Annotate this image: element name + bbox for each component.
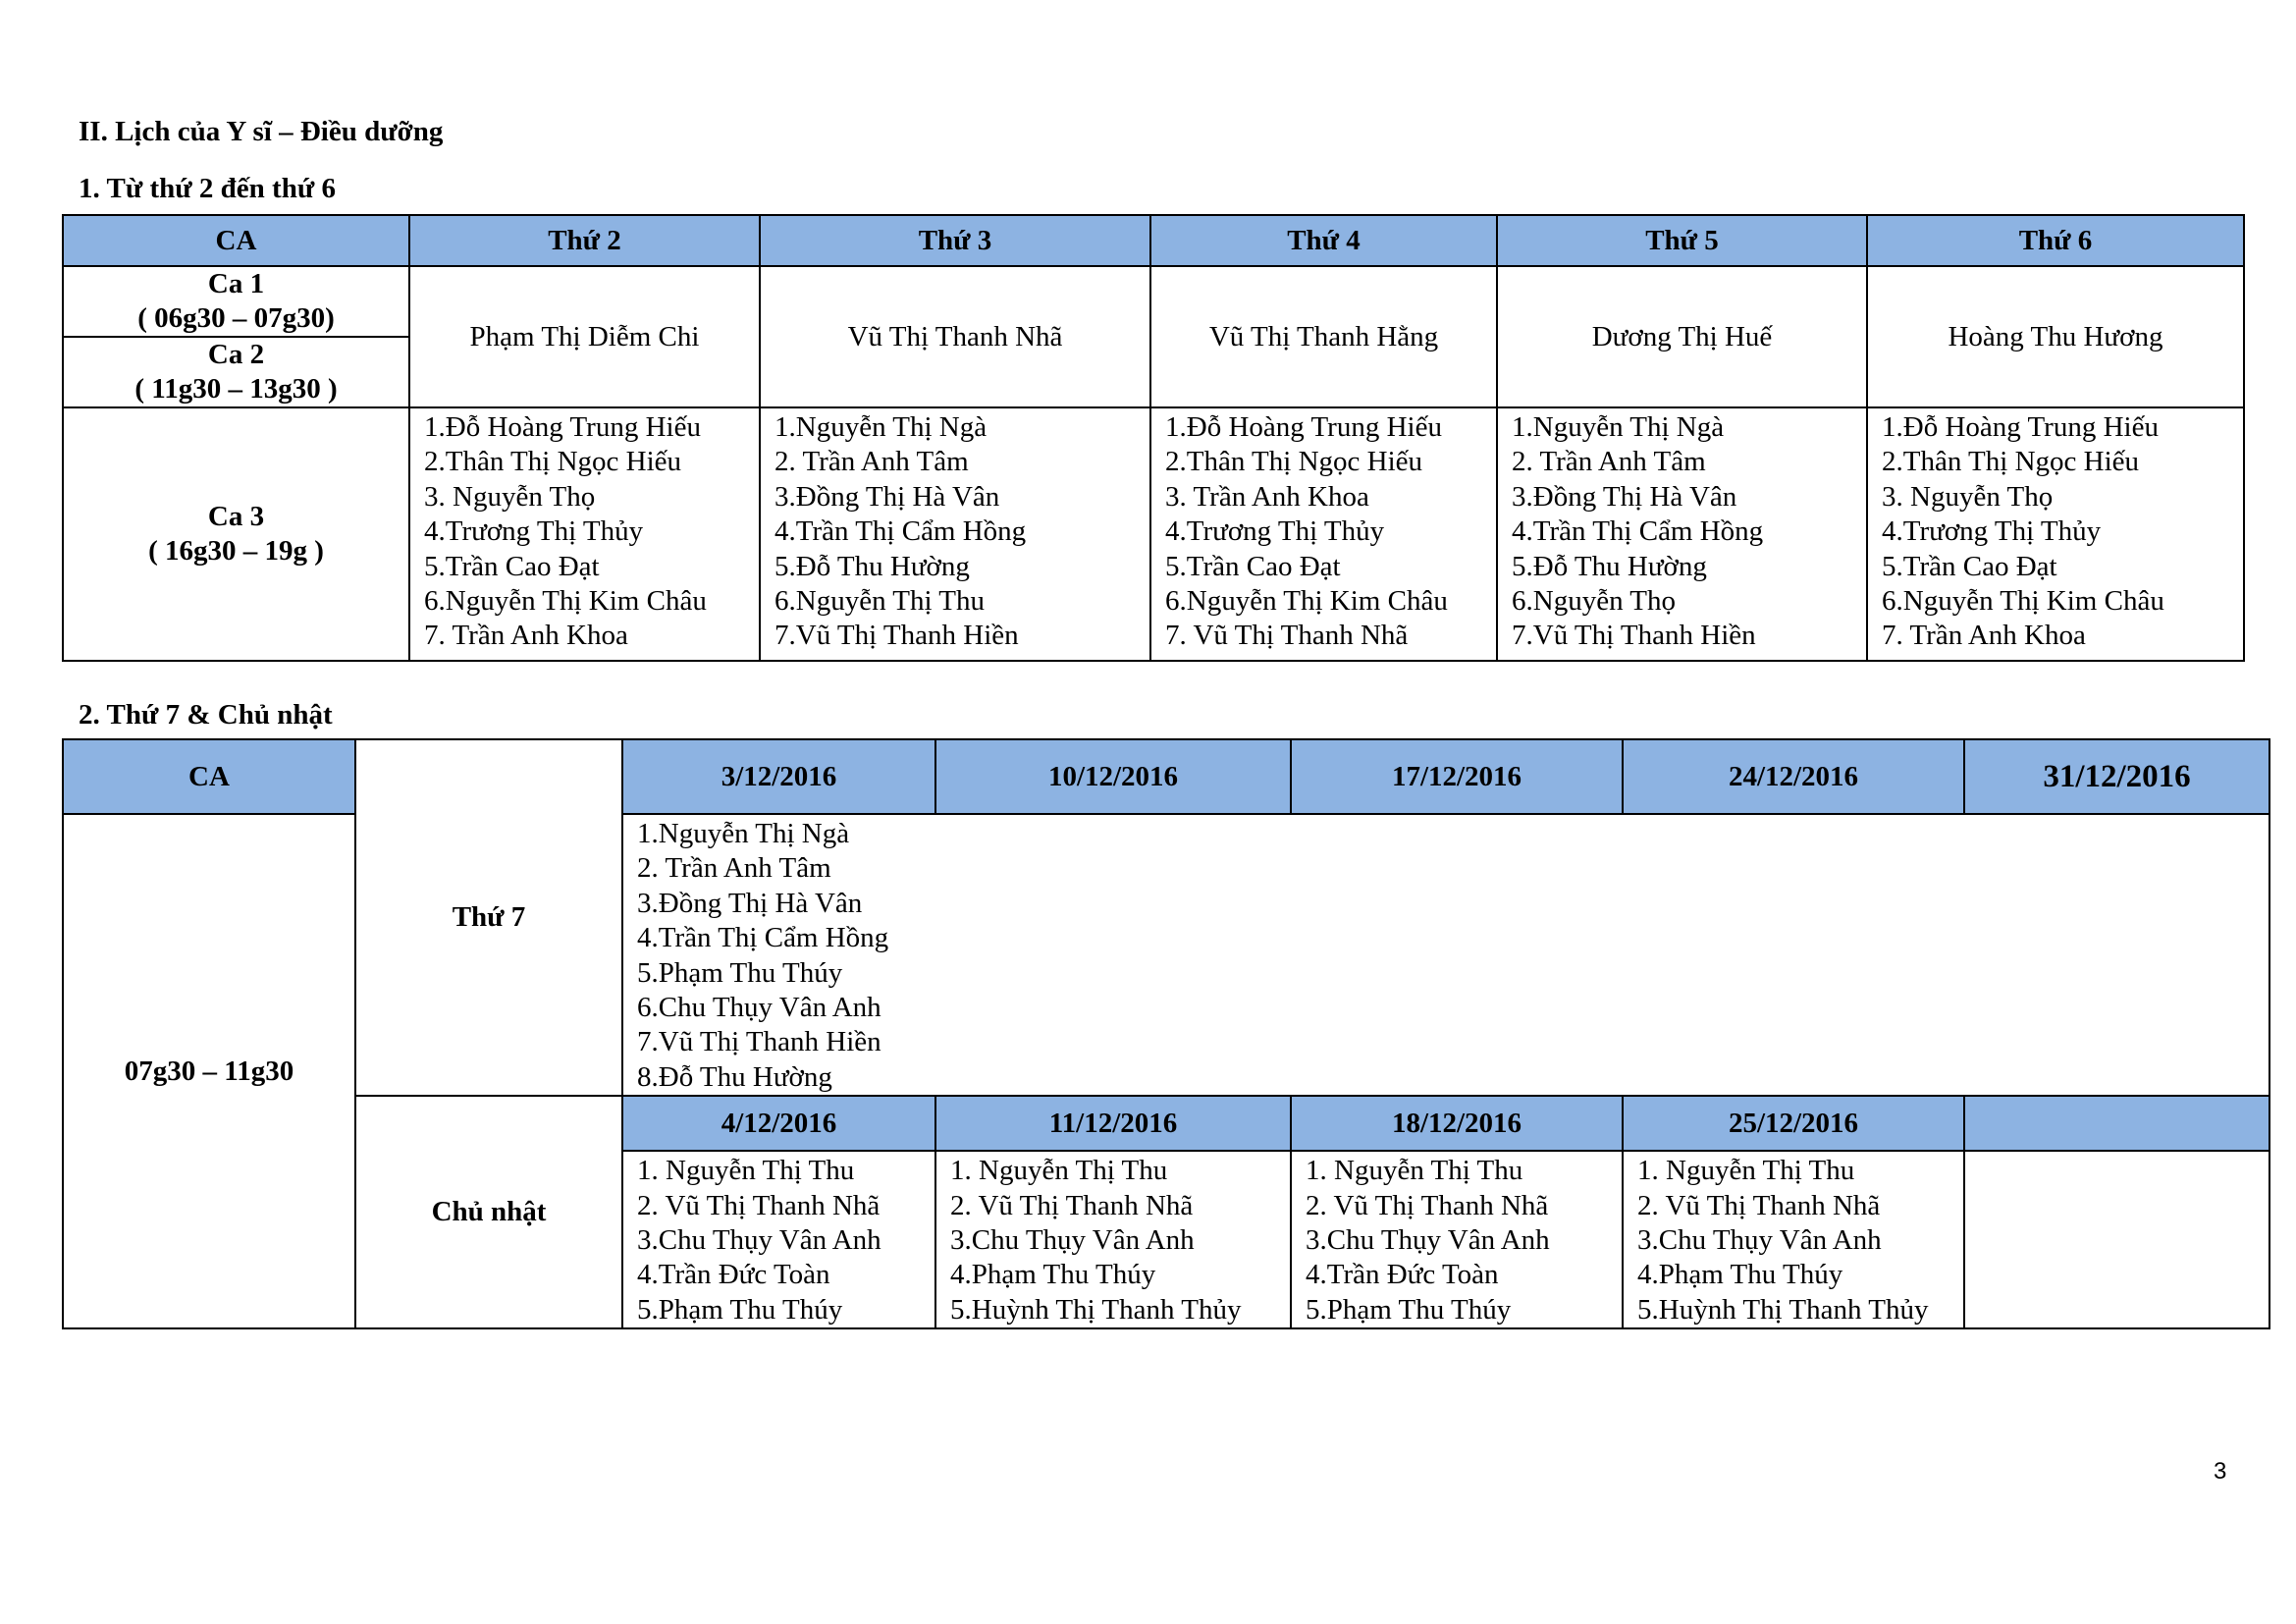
ca3-time: ( 16g30 – 19g )	[148, 535, 324, 567]
list-item: 6.Chu Thụy Vân Anh	[637, 992, 881, 1024]
ca1-name: Ca 1	[207, 268, 265, 299]
list-item: 1. Nguyễn Thị Thu	[1306, 1155, 1523, 1187]
list-item: 2. Vũ Thị Thanh Nhã	[1637, 1189, 1881, 1221]
list-item: 5.Phạm Thu Thúy	[1306, 1293, 1512, 1326]
header-thu5: Thứ 5	[1497, 215, 1867, 266]
ca3-thu2-staff	[409, 407, 760, 661]
list-item: 3.Đồng Thị Hà Vân	[1512, 480, 1737, 513]
list-item: 2. Trần Anh Tâm	[1512, 446, 1706, 478]
sunday-date: 11/12/2016	[935, 1096, 1291, 1151]
list-item: 6.Nguyễn Thị Kim Châu	[424, 585, 707, 618]
list-item: 5.Trần Cao Đạt	[1165, 550, 1341, 582]
header-thu3: Thứ 3	[760, 215, 1150, 266]
list-item: 5.Huỳnh Thị Thanh Thủy	[950, 1293, 1242, 1326]
sunday-date: 4/12/2016	[622, 1096, 935, 1151]
ca12-thu2-staff: Phạm Thị Diễm Chi	[409, 266, 760, 407]
list-item: 1.Nguyễn Thị Ngà	[1512, 411, 1725, 443]
ca1-row	[63, 266, 2244, 337]
ca1-time: ( 06g30 – 07g30)	[137, 302, 335, 334]
ca12-thu3-staff: Vũ Thị Thanh Nhã	[760, 266, 1150, 407]
list-item: 3.Chu Thụy Vân Anh	[637, 1224, 881, 1257]
list-item: 4.Trần Thị Cẩm Hồng	[637, 922, 889, 954]
weekend-shift-time: 07g30 – 11g30	[63, 814, 355, 1328]
list-item: 1. Nguyễn Thị Thu	[950, 1155, 1168, 1187]
list-item: 5.Phạm Thu Thúy	[637, 956, 843, 989]
ca3-thu4-staff	[1150, 407, 1497, 661]
list-item: 6.Nguyễn Thọ	[1512, 585, 1677, 618]
list-item: 2. Trần Anh Tâm	[637, 852, 831, 885]
sunday-header-row	[63, 1096, 2269, 1151]
sunday-date: 25/12/2016	[1623, 1096, 1964, 1151]
list-item: 7. Trần Anh Khoa	[424, 620, 628, 652]
list-item: 6.Nguyễn Thị Thu	[774, 585, 986, 618]
list-item: 3.Chu Thụy Vân Anh	[1637, 1224, 1882, 1257]
list-item: 7. Trần Anh Khoa	[1882, 620, 2086, 652]
ca12-thu4-staff: Vũ Thị Thanh Hằng	[1150, 266, 1497, 407]
list-item: 1.Đỗ Hoàng Trung Hiếu	[424, 411, 701, 443]
ca2-name: Ca 2	[207, 339, 265, 370]
list-item: 3.Chu Thụy Vân Anh	[1306, 1224, 1550, 1257]
weekday-header-row	[63, 215, 2244, 266]
list-item: 7.Vũ Thị Thanh Hiền	[1512, 620, 1756, 652]
saturday-label: Thứ 7	[355, 739, 622, 1096]
ca2-time: ( 11g30 – 13g30 )	[134, 373, 338, 405]
list-item: 3. Nguyễn Thọ	[1882, 480, 2054, 513]
header-thu2: Thứ 2	[409, 215, 760, 266]
sunday-staff-empty	[1964, 1151, 2269, 1328]
list-item: 5.Đỗ Thu Hường	[1512, 550, 1707, 582]
list-item: 2. Vũ Thị Thanh Nhã	[950, 1189, 1194, 1221]
list-item: 5.Phạm Thu Thúy	[637, 1293, 843, 1326]
ca3-thu6-staff	[1867, 407, 2244, 661]
sunday-date: 18/12/2016	[1291, 1096, 1623, 1151]
weekend-header-ca: CA	[63, 739, 355, 814]
ca3-row	[63, 407, 2244, 661]
sunday-label: Chủ nhật	[355, 1096, 622, 1328]
list-item: 4.Trương Thị Thủy	[424, 515, 644, 548]
list-item: 1. Nguyễn Thị Thu	[637, 1155, 855, 1187]
sunday-staff	[1623, 1151, 1964, 1328]
ca3-name: Ca 3	[207, 501, 265, 532]
header-thu4: Thứ 4	[1150, 215, 1497, 266]
section1-title: 1. Từ thứ 2 đến thứ 6	[79, 173, 336, 204]
weekend-schedule-table	[62, 738, 2270, 1329]
section2-title: 2. Thứ 7 & Chủ nhật	[79, 699, 333, 731]
saturday-staff	[622, 814, 2269, 1096]
list-item: 1.Nguyễn Thị Ngà	[774, 411, 988, 443]
list-item: 7.Vũ Thị Thanh Hiền	[637, 1026, 881, 1058]
list-item: 5.Đỗ Thu Hường	[774, 550, 970, 582]
list-item: 5.Trần Cao Đạt	[424, 550, 600, 582]
list-item: 4.Phạm Thu Thúy	[950, 1259, 1156, 1291]
ca3-cell	[63, 407, 409, 661]
sunday-staff	[1291, 1151, 1623, 1328]
list-item: 3. Trần Anh Khoa	[1165, 480, 1369, 513]
list-item: 5.Huỳnh Thị Thanh Thủy	[1637, 1293, 1929, 1326]
ca2-cell	[63, 337, 409, 407]
ca3-thu3-staff	[760, 407, 1150, 661]
weekday-schedule-table	[62, 214, 2245, 662]
list-item: 4.Trần Đức Toàn	[1306, 1259, 1499, 1291]
list-item: 1.Đỗ Hoàng Trung Hiếu	[1882, 411, 2159, 443]
list-item: 4.Trương Thị Thủy	[1165, 515, 1385, 548]
page-heading: II. Lịch của Y sĩ – Điều dưỡng	[79, 116, 444, 147]
list-item: 2.Thân Thị Ngọc Hiếu	[1882, 446, 2140, 478]
list-item: 3.Đồng Thị Hà Vân	[637, 887, 863, 919]
ca1-cell	[63, 266, 409, 337]
list-item: 3.Đồng Thị Hà Vân	[774, 480, 1000, 513]
header-thu6: Thứ 6	[1867, 215, 2244, 266]
list-item: 2. Vũ Thị Thanh Nhã	[637, 1189, 881, 1221]
list-item: 2. Trần Anh Tâm	[774, 446, 969, 478]
list-item: 4.Phạm Thu Thúy	[1637, 1259, 1843, 1291]
page-number: 3	[2214, 1458, 2227, 1485]
ca3-thu5-staff	[1497, 407, 1867, 661]
list-item: 4.Trần Thị Cẩm Hồng	[1512, 515, 1764, 548]
list-item: 1.Đỗ Hoàng Trung Hiếu	[1165, 411, 1442, 443]
list-item: 6.Nguyễn Thị Kim Châu	[1165, 585, 1448, 618]
sunday-date-empty	[1964, 1096, 2269, 1151]
sunday-staff	[622, 1151, 935, 1328]
header-ca: CA	[63, 215, 409, 266]
sunday-staff	[935, 1151, 1291, 1328]
saturday-date: 24/12/2016	[1623, 739, 1964, 814]
saturday-date: 31/12/2016	[1964, 739, 2269, 814]
list-item: 1.Nguyễn Thị Ngà	[637, 818, 850, 849]
list-item: 7. Vũ Thị Thanh Nhã	[1165, 620, 1409, 652]
list-item: 4.Trương Thị Thủy	[1882, 515, 2102, 548]
list-item: 4.Trần Đức Toàn	[637, 1259, 830, 1291]
saturday-header-row	[63, 739, 2269, 814]
list-item: 4.Trần Thị Cẩm Hồng	[774, 515, 1027, 548]
list-item: 2.Thân Thị Ngọc Hiếu	[424, 446, 682, 478]
list-item: 8.Đỗ Thu Hường	[637, 1060, 832, 1093]
list-item: 5.Trần Cao Đạt	[1882, 550, 2057, 582]
ca12-thu5-staff: Dương Thị Huế	[1497, 266, 1867, 407]
saturday-date: 3/12/2016	[622, 739, 935, 814]
list-item: 3.Chu Thụy Vân Anh	[950, 1224, 1195, 1257]
list-item: 7.Vũ Thị Thanh Hiền	[774, 620, 1019, 652]
saturday-date: 17/12/2016	[1291, 739, 1623, 814]
list-item: 1. Nguyễn Thị Thu	[1637, 1155, 1855, 1187]
list-item: 6.Nguyễn Thị Kim Châu	[1882, 585, 2164, 618]
list-item: 2. Vũ Thị Thanh Nhã	[1306, 1189, 1549, 1221]
saturday-date: 10/12/2016	[935, 739, 1291, 814]
list-item: 2.Thân Thị Ngọc Hiếu	[1165, 446, 1423, 478]
ca12-thu6-staff: Hoàng Thu Hương	[1867, 266, 2244, 407]
list-item: 3. Nguyễn Thọ	[424, 480, 596, 513]
